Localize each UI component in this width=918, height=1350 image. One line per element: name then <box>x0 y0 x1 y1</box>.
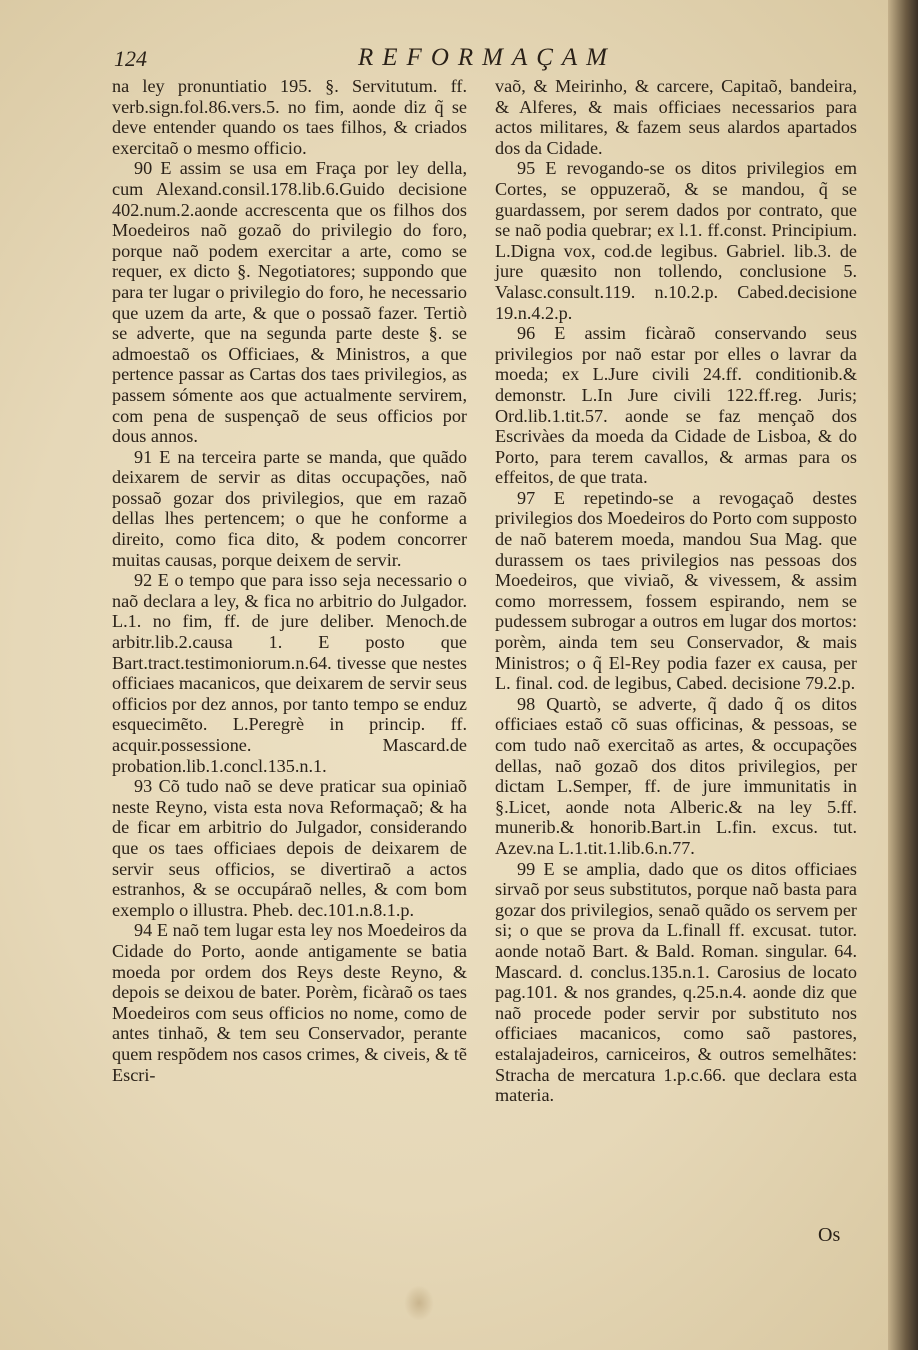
paragraph-continuation: na ley pronuntiatio 195. §. Servitutum. ff. verb.sign.fol.86.vers.5. no fim, aonde diz q̃ se deve entender quando os taes filhos, & criados exercitaõ o mesmo officio. <box>112 76 467 158</box>
paragraph-95: 95 E revogando-se os ditos privilegios em Cortes, se oppuzeraõ, & se mandou, q̃ se guardassem, por serem dados por contrato, que se naõ podia quebrar; ex l.1. ff.const. Principium. L.Digna vox, cod.de legibus. Gabriel. lib.3. de jure quæsito non tollendo, conclusione 5. Valasc.consult.119. n.10.2.p. Cabed.decisione 19.n.4.2.p. <box>495 158 857 323</box>
left-column <box>112 76 467 1085</box>
paragraph-90: 90 E assim se usa em Fraça por ley della, cum Alexand.consil.178.lib.6.Guido decisione 402.num.2.aonde accrescenta que os filhos dos Moedeiros naõ gozaõ do privilegio do foro, porque naõ podem exercitar a arte, como se requer, ex dicto §. Negotiatores; suppondo que para ter lugar o privilegio do foro, he necessario que uzem da arte, & que o possaõ fazer. Tertiò se adverte, que na segunda parte deste §. se admoestaõ os Officiaes, & Ministros, a que pertence passar as Cartas dos taes privilegios, as passem sómente aos que actualmente servirem, com pena de suspençaõ de seus officios por dous annos. <box>112 158 467 447</box>
paragraph-96: 96 E assim ficàraõ conservando seus privilegios por naõ estar por elles o lavrar da moeda; ex L.Jure civili 24.ff. conditionib.& demonstr. L.In Jure civili 122.ff.reg. Juris; Ord.lib.1.tit.57. aonde se faz mençaõ dos Escrivàes da moeda da Cidade de Lisboa, & do Porto, para terem cavallos, & armas para os effeitos, de que trata. <box>495 323 857 488</box>
catchword: Os <box>818 1224 841 1246</box>
paragraph-94-continuation: vaõ, & Meirinho, & carcere, Capitaõ, bandeira, & Alferes, & mais officiaes necessarios para actos militares, & fazem seus alardos apartados dos da Cidade. <box>495 76 857 158</box>
paragraph-97: 97 E repetindo-se a revogaçaõ destes privilegios dos Moedeiros do Porto com supposto de naõ baterem moeda, mandou Sua Mag. que durassem os taes privilegios nas pessoas dos Moedeiros, que viviaõ, & vivessem, & assim como morressem, fossem espirando, nem se pudessem subrogar a outros em lugar dos mortos: porèm, ainda tem seu Conservador, & mais Ministros; o q̃ El-Rey podia fazer ex causa, per L. final. cod. de legibus, Cabed. decisione 79.2.p. <box>495 487 857 694</box>
running-head: REFORMAÇAM <box>358 44 617 71</box>
paper-stain <box>404 1285 434 1321</box>
paragraph-98: 98 Quartò, se adverte, q̃ dado q̃ os ditos officiaes estaõ cõ suas officinas, & pessoas, se com tudo naõ exercitaõ as artes, & occupações dellas, naõ gozaõ dos ditos privilegios, per dictam L.Semper, ff. de jure immunitatis in §.Licet, aonde nota Alberic.& na ley 5.ff. munerib.& honorib.Bart.in L.fin. excus. tut. Azev.na L.1.tit.1.lib.6.n.77. <box>495 693 857 858</box>
right-column <box>495 76 857 1106</box>
paragraph-99: 99 E se amplia, dado que os ditos officiaes sirvaõ por seus substitutos, porque naõ basta para gozar dos privilegios, senaõ quãdo os servem per si; o que se prova da L.finall ff. excusat. tutor. aonde notaõ Bart. & Bald. Roman. singular. 64. Mascard. d. conclus.135.n.1. Carosius de locato pag.101. & nos grandes, q.25.n.4. aonde diz que naõ procede poder servir por substituto nos officiaes macanicos, como saõ pastores, estalajadeiros, carniceiros, & outros semelhãtes: Stracha de mercatura 1.p.c.66. que declara esta materia. <box>495 858 857 1106</box>
page-number: 124 <box>114 46 147 71</box>
paragraph-94: 94 E naõ tem lugar esta ley nos Moedeiros da Cidade do Porto, aonde antigamente se batia moeda por ordem dos Reys deste Reyno, & depois se deixou de bater. Porèm, ficàraõ os taes Moedeiros com seus officios no nome, como de antes tinhaõ, & tem seu Conservador, perante quem respõdem nos casos crimes, & civeis, & tẽ Escri- <box>112 920 467 1085</box>
binding-gutter <box>888 0 918 1350</box>
paragraph-92: 92 E o tempo que para isso seja necessario o naõ declara a ley, & fica no arbitrio do Julgador. L.1. no fim, ff. de jure deliber. Menoch.de arbitr.lib.2.causa 1. E posto que Bart.tract.testimoniorum.n.64. tivesse que nestes officiaes macanicos, que deixarem de servir seus officios por dez annos, por tanto tempo se enduz esquecimẽto. L.Peregrè in princip. ff. acquir.possessione. Mascard.de probation.lib.1.concl.135.n.1. <box>112 570 467 776</box>
paragraph-91: 91 E na terceira parte se manda, que quãdo deixarem de servir as ditas occupações, naõ possaõ gozar dos privilegios, que em razaõ dellas lhes pertencem; o que he conforme a direito, como fica dito, & podem concorrer muitas causas, porque deixem de servir. <box>112 446 467 570</box>
paragraph-93: 93 Cõ tudo naõ se deve praticar sua opiniaõ neste Reyno, vista esta nova Reformaçaõ; & ha de ficar em arbitrio do Julgador, considerando que os taes officiaes depois de deixarem de servir seus officios, se divertiraõ a actos estranhos, & se occupáraõ nelles, & com bom exemplo o illustra. Pheb. dec.101.n.8.1.p. <box>112 776 467 920</box>
